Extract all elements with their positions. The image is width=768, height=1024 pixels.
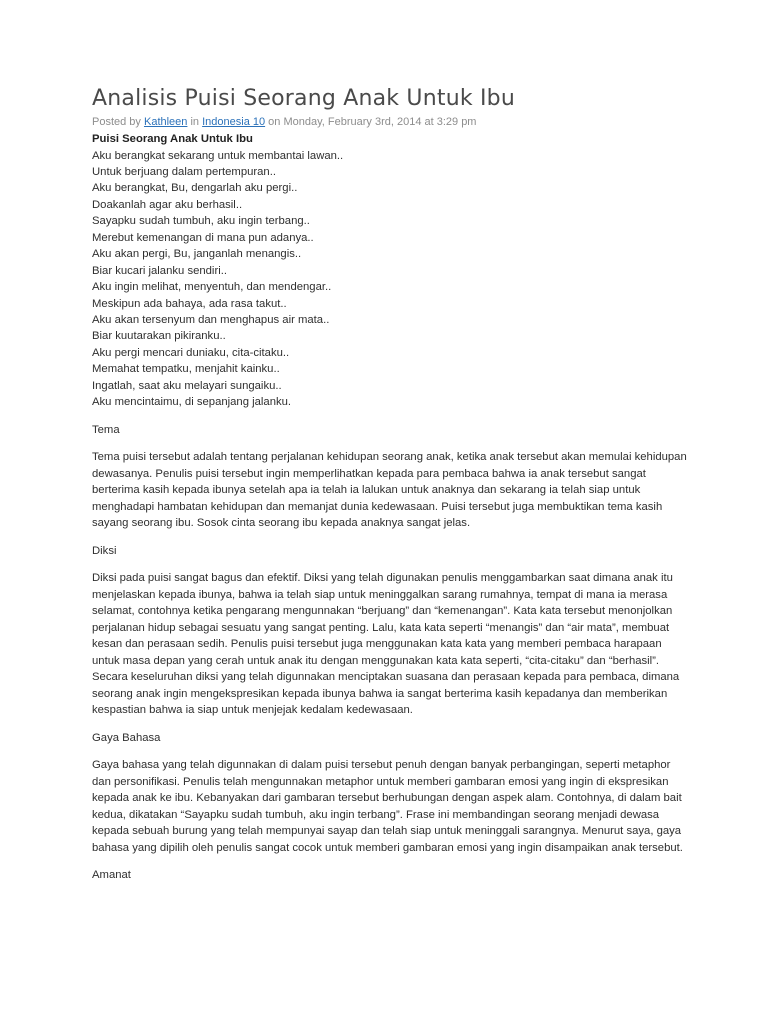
poem-line: Aku berangkat sekarang untuk membantai lawan.. xyxy=(92,149,344,162)
poem-line: Aku mencintaimu, di sepanjang jalanku. xyxy=(92,396,292,409)
poem-line: Merebut kemenangan di mana pun adanya.. xyxy=(92,231,314,244)
poem-line: Biar kuutarakan pikiranku.. xyxy=(92,330,226,343)
poem-line: Aku akan tersenyum dan menghapus air mata.. xyxy=(92,314,330,327)
paragraph-gaya-bahasa: Gaya bahasa yang telah digunnakan di dalam puisi tersebut penuh dengan banyak perbangingan, seperti metaphor dan personifikasi. Penulis telah mengunnakan metaphor untuk memberi gambaran emosi yang ingin di ekspresikan kepada anak ke ibu. Kebanyakan dari gambaran tersebut berhubungan dengan aspek alam. Contohnya, di dalam bait kedua, dikatakan “Sayapku sudah tumbuh, aku ingin terbang”. Frase ini membandingan seorang menjadi dewasa kepada sebuah burung yang telah mempunyai sayap dan telah siap untuk meninggali sarangnya. Menurut saya, gaya bahasa yang dipilih oleh penulis sangat cocok untuk memberi gambaran emosi yang ingin disampaikan anak tersebut. xyxy=(92,759,683,854)
poem-line: Aku ingin melihat, menyentuh, dan mendengar.. xyxy=(92,281,332,294)
post-content xyxy=(92,131,692,884)
category-link[interactable]: Indonesia 10 xyxy=(202,116,266,128)
meta-in: in xyxy=(187,116,203,128)
meta-prefix: Posted by xyxy=(92,116,144,128)
section-heading-diksi: Diksi xyxy=(92,544,117,557)
poem-line: Aku pergi mencari duniaku, cita-citaku.. xyxy=(92,346,290,359)
poem-line: Aku berangkat, Bu, dengarlah aku pergi.. xyxy=(92,182,298,195)
poem-title: Puisi Seorang Anak Untuk Ibu xyxy=(92,133,253,145)
poem-line: Ingatlah, saat aku melayari sungaiku.. xyxy=(92,379,282,392)
poem-line: Untuk berjuang dalam pertempuran.. xyxy=(92,165,276,178)
meta-date: on Monday, February 3rd, 2014 at 3:29 pm xyxy=(265,116,477,128)
section-heading-tema: Tema xyxy=(92,423,120,436)
poem-line: Doakanlah agar aku berhasil.. xyxy=(92,198,243,211)
poem-line: Meskipun ada bahaya, ada rasa takut.. xyxy=(92,297,287,310)
poem-line: Memahat tempatku, menjahit kainku.. xyxy=(92,363,280,376)
post-meta xyxy=(92,116,476,128)
author-link[interactable]: Kathleen xyxy=(143,116,188,128)
poem-body xyxy=(92,148,692,411)
section-heading-gaya-bahasa: Gaya Bahasa xyxy=(92,731,161,744)
poem-line: Aku akan pergi, Bu, janganlah menangis.. xyxy=(92,248,302,261)
poem-line: Biar kucari jalanku sendiri.. xyxy=(92,264,227,277)
post-title: Analisis Puisi Seorang Anak Untuk Ibu xyxy=(92,86,515,111)
section-heading-amanat: Amanat xyxy=(92,869,131,882)
paragraph-tema: Tema puisi tersebut adalah tentang perjalanan kehidupan seorang anak, ketika anak tersebut akan memulai kehidupan dewasanya. Penulis puisi tersebut ingin memperlihatkan kepada para pembaca bahwa ia anak tersebut sangat berterima kasih kepada ibunya setelah apa ia telah ia lalukan untuk anaknya dan sekarang ia telah siap untuk menghadapi hambatan kehidupan dan memanjat dunia kedewasaan. Puisi tersebut juga membuktikan tema kasih sayang seorang ibu. Sosok cinta seorang ibu kepada anaknya sangat jelas. xyxy=(92,451,687,530)
paragraph-diksi: Diksi pada puisi sangat bagus dan efektif. Diksi yang telah digunakan penulis menggambarkan saat dimana anak itu menjelaskan kepada ibunya, bahwa ia telah siap untuk meninggalkan sarang rumahnya, tempat di mana ia merasa selamat, contohnya ketika pengarang mengunnakan “berjuang” dan “kemenangan”. Kata kata tersebut menonjolkan perjalanan hidup sebagai sesuatu yang sangat penting. Lalu, kata kata seperti “menangis” dan “air mata”, membuat kesan dan perasaan sedih. Penulis puisi tersebut juga menggunakan kata kata yang memberi pembaca harapaan untuk masa depan yang cerah untuk anak itu dengan menggunakan kata kata seperti, “cita-citaku” dan “berhasil”. Secara keseluruhan diksi yang telah digunnakan menciptakan suasana dan perasaan kepada para pembaca, dimana seorang anak ingin mengekspresikan kepada ibunya bahwa ia sangat berterima kasih kepadanya dan memberikan kespastian bahwa ia siap untuk menjejak kedalam kedewasaan. xyxy=(92,572,680,717)
poem-line: Sayapku sudah tumbuh, aku ingin terbang.. xyxy=(92,215,310,228)
